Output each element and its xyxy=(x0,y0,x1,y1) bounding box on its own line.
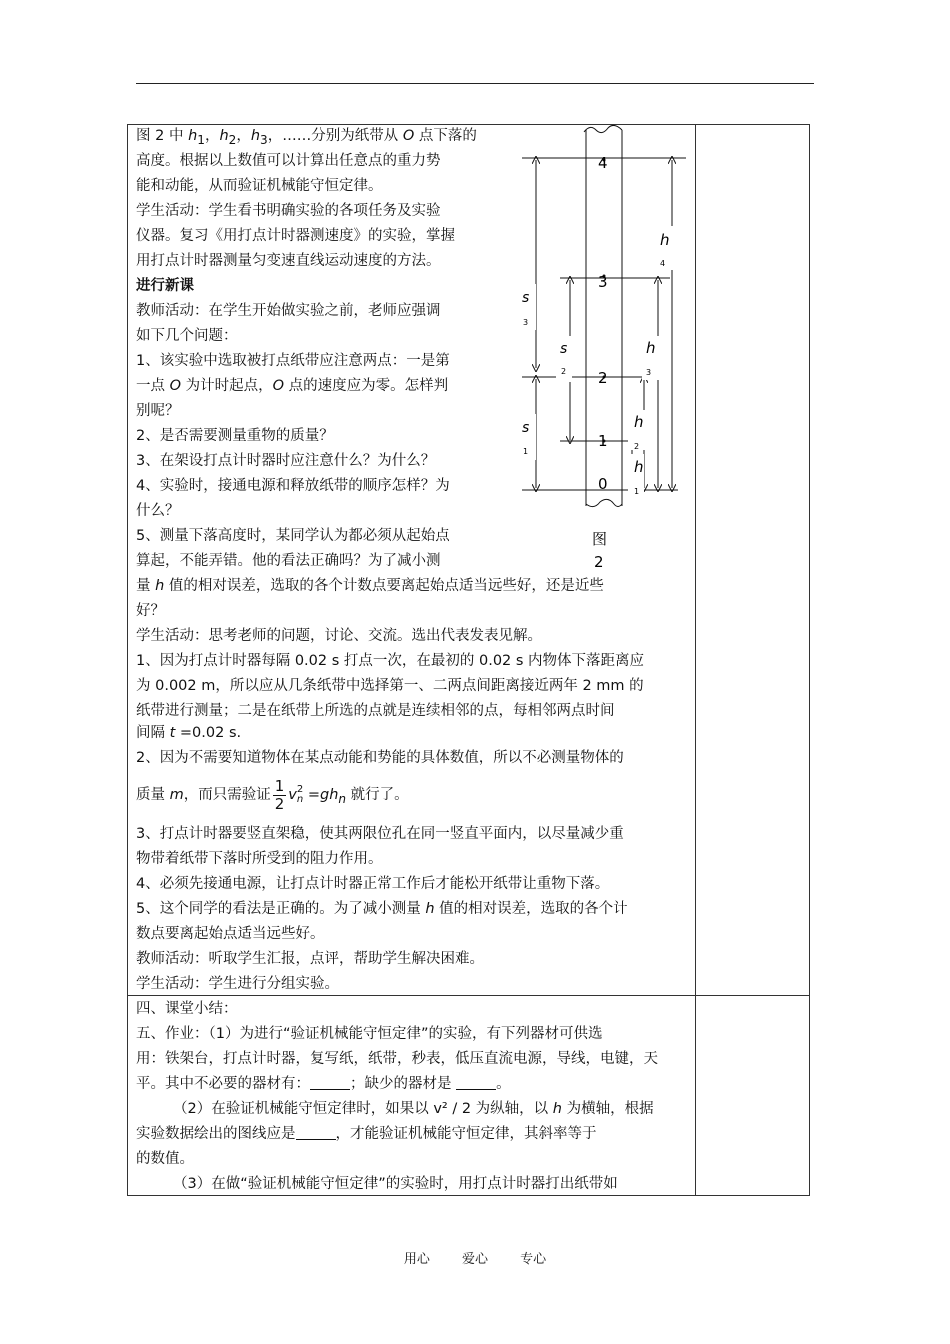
s1-label: s xyxy=(522,420,530,436)
text-line: 如下几个问题： xyxy=(136,328,238,344)
tape-top-edge xyxy=(584,125,622,132)
question-line: 5、测量下落高度时，某同学认为都必须从起始点 xyxy=(136,528,450,544)
text-line: 用打点计时器测量匀变速直线运动速度的方法。 xyxy=(136,253,441,269)
homework-line: 五、作业：（1）为进行“验证机械能守恒定律”的实验，有下列器材可供选 xyxy=(136,1026,603,1042)
homework-line: 平。其中不必要的器材有： ；缺少的器材是 。 xyxy=(136,1076,511,1092)
figure-caption: 图 xyxy=(592,530,608,548)
s3-subscript: 3 xyxy=(523,318,529,327)
answer-line: 5、这个同学的看法是正确的。为了减小测量 h 值的相对误差，选取的各个计 xyxy=(136,901,628,917)
h1-subscript: 1 xyxy=(634,487,640,496)
question-line: 量 h 值的相对误差，选取的各个计数点要离起始点适当远些好，还是近些 xyxy=(136,578,604,594)
point-label-0: 0 xyxy=(598,475,608,493)
question-line: 3、在架设打点计时器时应注意什么？为什么？ xyxy=(136,453,436,469)
page-footer xyxy=(0,1248,950,1267)
point-label-3: 3 xyxy=(598,273,608,291)
answer-blank[interactable] xyxy=(310,1075,350,1090)
homework-line: 实验数据绘出的图线应是 ，才能验证机械能守恒定律，其斜率等于 xyxy=(136,1126,597,1142)
answer-line: 为 0.002 m，所以应从几条纸带中选择第一、二两点间距离接近两年 2 mm 的 xyxy=(136,678,644,694)
question-line: 什么？ xyxy=(136,503,180,519)
h3-subscript: 3 xyxy=(646,368,652,377)
summary-heading: 四、课堂小结： xyxy=(136,1001,238,1017)
s3-label: s xyxy=(522,290,530,306)
answer-line: 间隔 t =0.02 s. xyxy=(136,725,242,741)
text-line: 学生活动：学生看书明确实验的各项任务及实验 xyxy=(136,203,441,219)
tape-bottom-edge xyxy=(586,499,622,506)
text-line: 教师活动：在学生开始做实验之前，老师应强调 xyxy=(136,303,441,319)
point-label-4: 4 xyxy=(598,154,608,172)
text-line: 高度。根据以上数值可以计算出任意点的重力势 xyxy=(136,153,441,169)
question-line: 好？ xyxy=(136,603,165,619)
tape-figure xyxy=(510,124,695,574)
section-heading: 进行新课 xyxy=(136,278,194,294)
text-line: 能和动能，从而验证机械能守恒定律。 xyxy=(136,178,383,194)
text-line: 仪器。复习《用打点计时器测速度》的实验，掌握 xyxy=(136,228,455,244)
answer-line: 数点要离起始点适当远些好。 xyxy=(136,926,325,942)
footer-item: 爱心 xyxy=(461,1252,488,1267)
figure-caption-number: 2 xyxy=(594,553,604,571)
homework-line: （3）在做“验证机械能守恒定律”的实验时，用打点计时器打出纸带如 xyxy=(173,1176,618,1192)
s2-subscript: 2 xyxy=(561,367,567,376)
h2-subscript: 2 xyxy=(634,442,640,451)
table-column-divider xyxy=(695,124,696,1196)
answer-line: 学生活动：学生进行分组实验。 xyxy=(136,976,339,992)
s1-subscript: 1 xyxy=(523,447,529,456)
homework-line: 的数值。 xyxy=(136,1151,194,1167)
answer-blank[interactable] xyxy=(456,1075,496,1090)
s2-label: s xyxy=(560,341,568,357)
homework-line: （2）在验证机械能守恒定律时，如果以 v² / 2 为纵轴，以 h 为横轴，根据 xyxy=(173,1101,654,1117)
question-line: 2、是否需要测量重物的质量？ xyxy=(136,428,334,444)
header-rule xyxy=(136,83,814,84)
answer-line: 学生活动：思考老师的问题，讨论、交流。选出代表发表见解。 xyxy=(136,628,542,644)
answer-blank[interactable] xyxy=(296,1125,336,1140)
question-line: 4、实验时，接通电源和释放纸带的顺序怎样？为 xyxy=(136,478,450,494)
footer-item: 专心 xyxy=(520,1252,547,1267)
answer-line: 纸带进行测量；二是在纸带上所选的点就是连续相邻的点，每相邻两点时间 xyxy=(136,703,615,719)
h1-label: h xyxy=(634,458,644,476)
point-label-1: 1 xyxy=(598,432,608,450)
point-label-2: 2 xyxy=(598,369,608,387)
question-line: 算起，不能弄错。他的看法正确吗？为了减小测 xyxy=(136,553,441,569)
question-line: 别呢？ xyxy=(136,403,180,419)
question-line: 一点 O 为计时起点，O 点的速度应为零。怎样判 xyxy=(136,378,449,394)
h2-label: h xyxy=(634,413,644,431)
answer-line: 教师活动：听取学生汇报，点评，帮助学生解决困难。 xyxy=(136,951,484,967)
footer-item: 用心 xyxy=(403,1252,430,1267)
h4-label: h xyxy=(660,231,670,249)
answer-line: 物带着纸带下落时所受到的阻力作用。 xyxy=(136,851,383,867)
homework-line: 用：铁架台，打点计时器，复写纸，纸带，秒表，低压直流电源，导线，电键，天 xyxy=(136,1051,658,1067)
fraction: $\frac{1}{2}$ xyxy=(274,776,285,813)
answer-line: 4、必须先接通电源，让打点计时器正常工作后才能松开纸带让重物下落。 xyxy=(136,876,610,892)
h4-subscript: 4 xyxy=(660,259,666,268)
question-line: 1、该实验中选取被打点纸带应注意两点：一是第 xyxy=(136,353,450,369)
answer-line: 2、因为不需要知道物体在某点动能和势能的具体数值，所以不必测量物体的 xyxy=(136,750,624,766)
formula-line: 质量 m，而只需验证 $\frac{1}{2}$ v 2 n $=gh_n$ 就行了。 xyxy=(136,776,409,813)
h3-label: h xyxy=(646,339,656,357)
text-line: 图 2 中 $h_1$，$h_2$，$h_3$，……分别为纸带从 O 点下落的 xyxy=(136,128,477,147)
answer-line: 3、打点计时器要竖直架稳，使其两限位孔在同一竖直平面内，以尽量减少重 xyxy=(136,826,624,842)
answer-line: 1、因为打点计时器每隔 0.02 s 打点一次，在最初的 0.02 s 内物体下落距离应 xyxy=(136,653,645,669)
